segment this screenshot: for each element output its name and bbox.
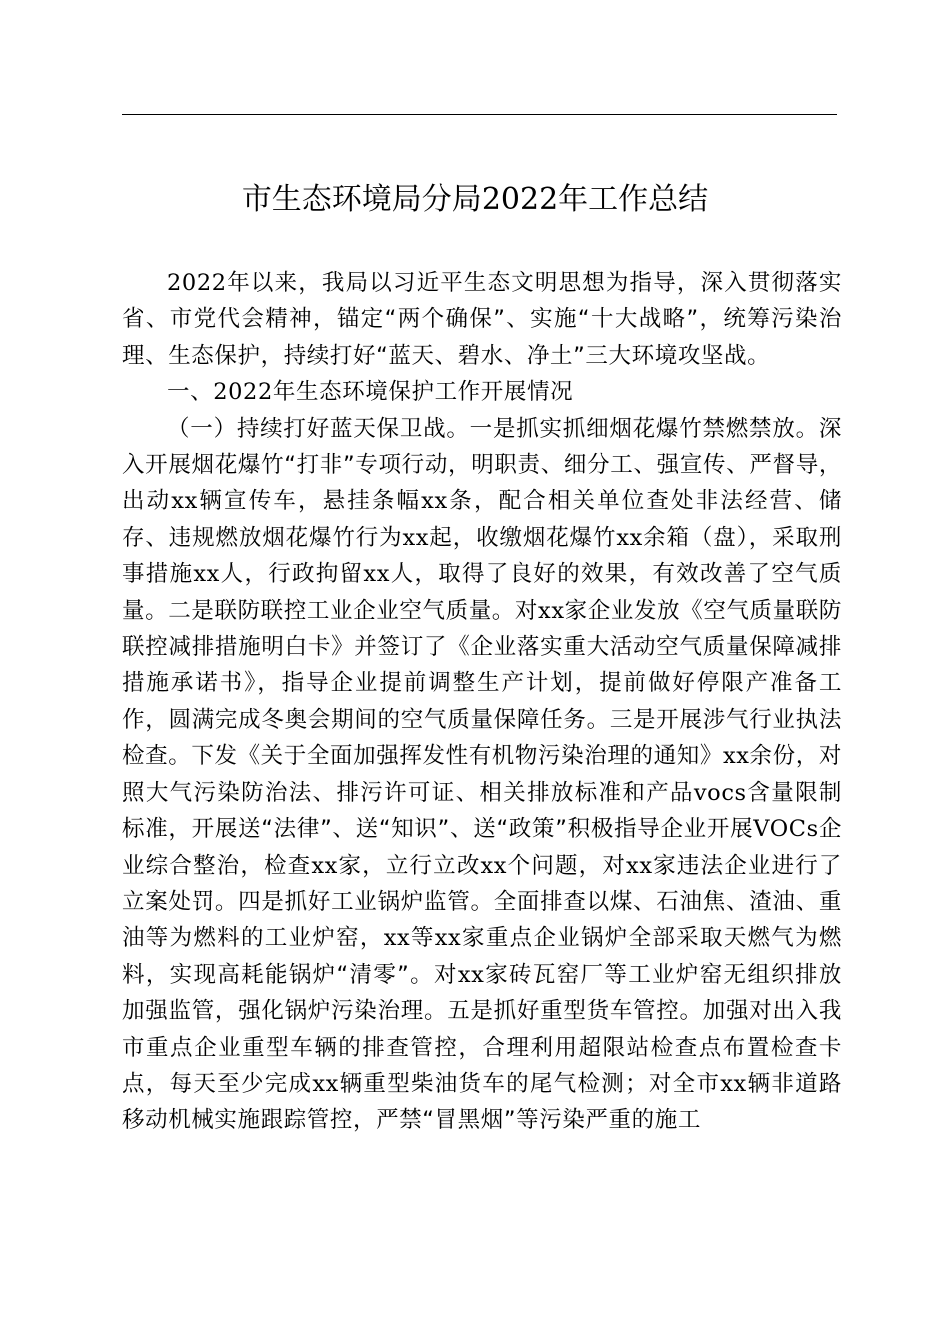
section-heading: 一、2022年生态环境保护工作开展情况 [167, 379, 574, 406]
document-body [122, 265, 842, 1139]
intro-paragraph: 2022年以来，我局以习近平生态文明思想为指导，深入贯彻落实省、市党代会精神，锚定“两个确保”、实施“十大战略”，统筹污染治理、生态保护，持续打好“蓝天、碧水、净土”三大环境攻坚战。 [122, 270, 842, 369]
document-title: 市生态环境局分局2022年工作总结 [241, 182, 709, 217]
header-rule [122, 114, 837, 115]
body-paragraph: （一）持续打好蓝天保卫战。一是抓实抓细烟花爆竹禁燃禁放。深入开展烟花爆竹“打非”专项行动，明职责、细分工、强宣传、严督导，出动xx辆宣传车，悬挂条幅xx条，配合相关单位查处非法经营、储存、违规燃放烟花爆竹行为xx起，收缴烟花爆竹xx余箱（盘），采取刑事措施xx人，行政拘留xx人，取得了良好的效果，有效改善了空气质量。二是联防联控工业企业空气质量。对xx家企业发放《空气质量联防联控减排措施明白卡》并签订了《企业落实重大活动空气质量保障减排措施承诺书》，指导企业提前调整生产计划，提前做好停限产准备工作，圆满完成冬奥会期间的空气质量保障任务。三是开展涉气行业执法检查。下发《关于全面加强挥发性有机物污染治理的通知》xx余份，对照大气污染防治法、排污许可证、相关排放标准和产品vocs含量限制标准，开展送“法律”、送“知识”、送“政策”积极指导企业开展VOCs企业综合整治，检查xx家，立行立改xx个问题，对xx家违法企业进行了立案处罚。四是抓好工业锅炉监管。全面排查以煤、石油焦、渣油、重油等为燃料的工业炉窑，xx等xx家重点企业锅炉全部采取天燃气为燃料，实现高耗能锅炉“清零”。对xx家砖瓦窑厂等工业炉窑无组织排放加强监管，强化锅炉污染治理。五是抓好重型货车管控。加强对出入我市重点企业重型车辆的排查管控，合理利用超限站检查点布置检查卡点，每天至少完成xx辆重型柴油货车的尾气检测；对全市xx辆非道路移动机械实施跟踪管控，严禁“冒黑烟”等污染严重的施工 [122, 415, 843, 1134]
